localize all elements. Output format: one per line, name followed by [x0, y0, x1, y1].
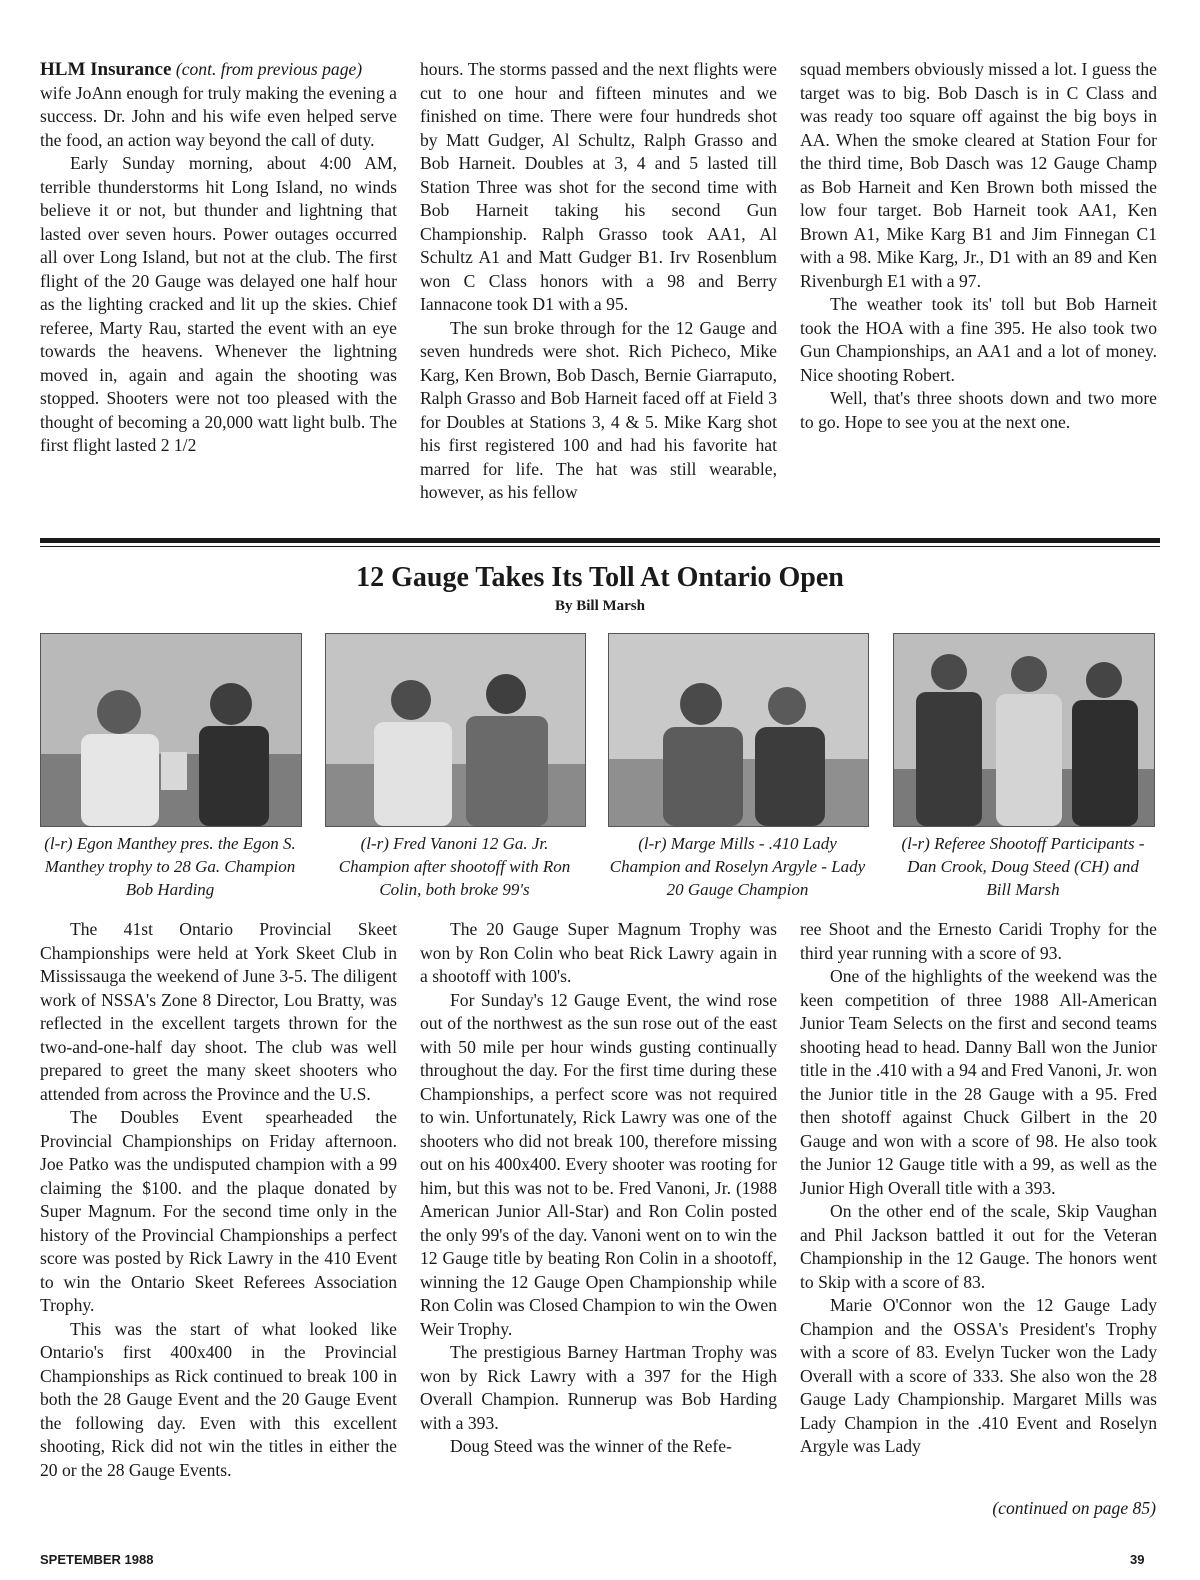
- paragraph: The 20 Gauge Super Magnum Trophy was won by Ron Colin who beat Rick Lawry again in a shootoff with 100's.: [420, 919, 777, 986]
- article-column-2: [420, 918, 777, 1518]
- paragraph: Marie O'Connor won the 12 Gauge Lady Champion and the OSSA's President's Trophy with a score of 83. Evelyn Tucker won the Lady Overall with a score of 333. She also won the 28 Gauge Lady Championship. Margaret Mills was Lady Champion in the .410 Event and Roselyn Argyle was Lady: [800, 1295, 1157, 1456]
- article-title: 12 Gauge Takes Its Toll At Ontario Open: [356, 562, 844, 593]
- paragraph: The sun broke through for the 12 Gauge and seven hundreds were shot. Rich Picheco, Mike Karg, Ken Brown, Bob Dasch, Bernie Giarraputo, Ralph Grasso and Bob Harneit faced off at Field 3 for Doubles at Stations 3, 4 & 5. Mike Karg shot his first registered 100 and had his favorite hat marred for life. The hat was still wearable, however, as his fellow: [420, 317, 777, 502]
- photo-caption-1: (l-r) Egon Manthey pres. the Egon S. Manthey trophy to 28 Ga. Champion Bob Harding: [44, 834, 296, 899]
- paragraph: The weather took its' toll but Bob Harneit took the HOA with a fine 395. He also took two Gun Championships, an AA1 and a lot of money. Nice shooting Robert.: [800, 294, 1157, 385]
- paragraph: The prestigious Barney Hartman Trophy was won by Rick Lawry with a 397 for the High Overall Champion. Runnerup was Bob Harding with a 393.: [420, 1342, 777, 1433]
- section-divider: [40, 538, 1160, 543]
- paragraph: This was the start of what looked like Ontario's first 400x400 in the Provincial Championships as Rick continued to break 100 in both the 28 Gauge Event and the 20 Gauge Event the following day. Even with this excellent shooting, Rick did not win the titles in either the 20 or the 28 Gauge Events.: [40, 1318, 397, 1480]
- paragraph: squad members obviously missed a lot. I guess the target was to big. Bob Dasch is in C Class and was ready too square off against the big boys in AA. When the smoke cleared at Station Four for the third time, Bob Dasch was 12 Gauge Champ as Bob Harneit and Ken Brown both missed the low four target. Bob Harneit took AA1, Ken Brown A1, Mike Karg B1 and Jim Finnegan C1 with a 98. Mike Karg, Jr., D1 with an 89 and Ken Rivenburgh E1 with a 97.: [800, 59, 1157, 291]
- continuation-heading-note: (cont. from previous page): [175, 59, 363, 79]
- article-byline: By Bill Marsh: [554, 598, 645, 614]
- photo-junior-champion: [325, 633, 586, 827]
- paragraph: The Doubles Event spearheaded the Provincial Championships on Friday afternoon. Joe Patko was the undisputed champion with a 99 claiming the $100. and the plaque donated by Super Magnum. For the second time only in the history of the Provincial Championships a perfect score was posted by Rick Lawry in the 410 Event to win the Ontario Skeet Referees Association Trophy.: [40, 1107, 397, 1315]
- paragraph: Early Sunday morning, about 4:00 AM, terrible thunderstorms hit Long Island, no winds believe it or not, but thunder and lightning that lasted over seven hours. Power outages occurred all over Long Island, but not at the club. The first flight of the 20 Gauge was delayed one half hour as the lighting cracked and lit up the skies. Chief referee, Marty Rau, started the event with an eye towards the heavens. Whenever the lightning moved in, again and again the shooting was stopped. Shooters were not too pleased with the thought of becoming a 20,000 watt light bulb. The first flight lasted 2 1/2: [40, 153, 397, 455]
- article-column-1: [40, 918, 397, 1518]
- photo-trophy-presentation: [40, 633, 302, 827]
- continuation-column-3: [800, 58, 1157, 518]
- photo-caption-3: (l-r) Marge Mills - .410 Lady Champion and Roselyn Argyle - Lady 20 Gauge Champion: [609, 834, 866, 899]
- paragraph: ree Shoot and the Ernesto Caridi Trophy for the third year running with a score of 93.: [800, 919, 1157, 963]
- paragraph: On the other end of the scale, Skip Vaughan and Phil Jackson battled it out for the Veteran Championship in the 12 Gauge. The honors went to Skip with a score of 83.: [800, 1201, 1157, 1292]
- footer-issue-date: SPETEMBER 1988: [40, 1552, 154, 1567]
- photo-lady-champions: [608, 633, 869, 827]
- section-divider-thin: [40, 546, 1160, 547]
- paragraph: hours. The storms passed and the next flights were cut to one hour and fifteen minutes and we finished on time. There were four hundreds shot by Matt Gudger, Al Schultz, Ralph Grasso and Bob Harneit. Doubles at 3, 4 and 5 lasted till Station Three was shot for the second time with Bob Harneit taking his second Gun Championship. Ralph Grasso took AA1, Al Schultz A1 and Matt Gudger B1. Irv Rosenblum won C Class honors with a 98 and Berry Iannacone took D1 with a 95.: [420, 59, 777, 314]
- footer-page-number: 39: [1130, 1552, 1145, 1567]
- continuation-heading-title: HLM Insurance: [40, 59, 172, 80]
- photo-caption-4: (l-r) Referee Shootoff Participants - Dan Crook, Doug Steed (CH) and Bill Marsh: [901, 834, 1145, 899]
- continuation-heading: [40, 58, 397, 82]
- continued-note: (continued on page 85): [992, 1498, 1156, 1518]
- continuation-column-2: [420, 58, 777, 518]
- photo-caption-2: (l-r) Fred Vanoni 12 Ga. Jr. Champion after shootoff with Ron Colin, both broke 99's: [338, 834, 571, 899]
- photo-referee-shootoff: [893, 633, 1155, 827]
- paragraph: For Sunday's 12 Gauge Event, the wind rose out of the northwest as the sun rose out of the east with 50 mile per hour winds gusting continually throughout the day. For the first time during these Championships, a perfect score was not required to win. Unfortunately, Rick Lawry was one of the shooters who did not break 100, therefore missing out on his 400x400. Every shooter was rooting for him, but this was not to be. Fred Vanoni, Jr. (1988 American Junior All-Star) and Ron Colin posted the only 99's of the day. Vanoni went on to win the 12 Gauge title by beating Ron Colin in a shootoff, winning the 12 Gauge Open Championship while Ron Colin was Closed Champion to win the Owen Weir Trophy.: [420, 989, 777, 1339]
- paragraph: One of the highlights of the weekend was the keen competition of three 1988 All-American Junior Team Selects on the first and second teams shooting head to head. Danny Ball won the Junior title in the .410 with a 94 and Fred Vanoni, Jr. won the Junior title in the 28 Gauge with a 95. Fred then shotoff against Chuck Gilbert in the 20 Gauge and won with a score of 98. He also took the Junior 12 Gauge title with a 99, as well as the Junior High Overall title with a 393.: [800, 966, 1157, 1198]
- continuation-column-1: [40, 58, 397, 518]
- paragraph: Well, that's three shoots down and two more to go. Hope to see you at the next one.: [800, 388, 1157, 432]
- article-column-3: [800, 918, 1157, 1498]
- paragraph: Doug Steed was the winner of the Refe-: [450, 1436, 732, 1456]
- paragraph: wife JoAnn enough for truly making the evening a success. Dr. John and his wife even helped serve the food, an action way beyond the call of duty.: [40, 82, 397, 150]
- paragraph: The 41st Ontario Provincial Skeet Championships were held at York Skeet Club in Mississauga the weekend of June 3-5. The diligent work of NSSA's Zone 8 Director, Lou Bratty, was reflected in the excellent targets thrown for the two-and-one-half day shoot. The club was well prepared to greet the many skeet shooters who attended from across the Province and the U.S.: [40, 919, 397, 1104]
